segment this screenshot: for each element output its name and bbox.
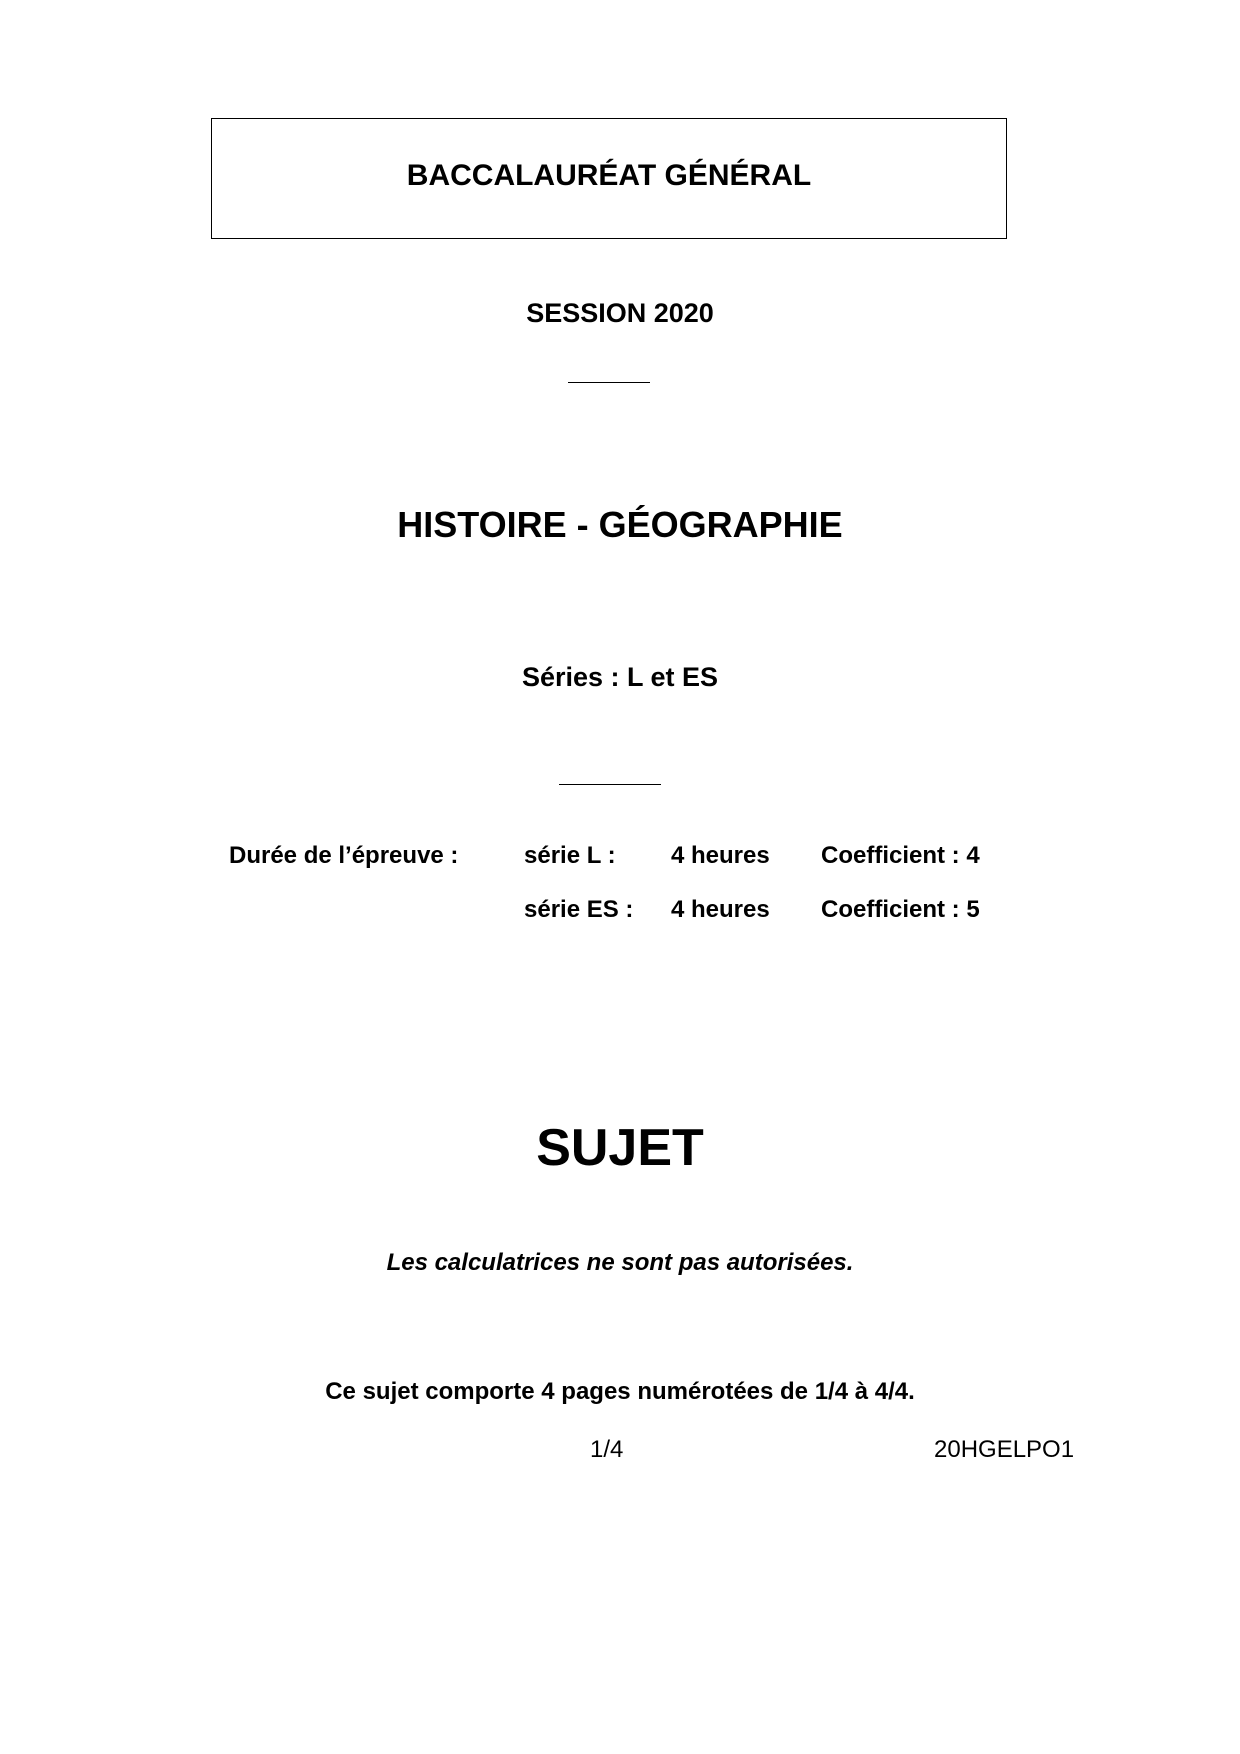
series-label: Séries : L et ES <box>521 662 719 692</box>
duration-label: Durée de l’épreuve : <box>229 842 459 869</box>
header-box <box>211 118 1007 239</box>
document-code: 20HGELPO1 <box>934 1436 1075 1463</box>
main-title: SUJET <box>536 1119 704 1177</box>
page-count-note: Ce sujet comporte 4 pages numérotées de 1/4 à 4/4. <box>325 1378 915 1405</box>
divider-line <box>568 382 650 383</box>
page-number: 1/4 <box>590 1436 624 1463</box>
exam-title: BACCALAURÉAT GÉNÉRAL <box>406 159 812 192</box>
divider-line <box>559 784 661 785</box>
hours-cell: 4 heures <box>671 842 770 869</box>
coefficient-cell: Coefficient : 4 <box>821 842 980 869</box>
serie-cell: série L : <box>524 842 616 869</box>
hours-cell: 4 heures <box>671 896 770 923</box>
session-label: SESSION 2020 <box>526 298 714 328</box>
coefficient-cell: Coefficient : 5 <box>821 896 980 923</box>
serie-cell: série ES : <box>524 896 634 923</box>
subject-title: HISTOIRE - GÉOGRAPHIE <box>397 504 843 545</box>
calculator-note: Les calculatrices ne sont pas autorisées. <box>386 1249 854 1276</box>
